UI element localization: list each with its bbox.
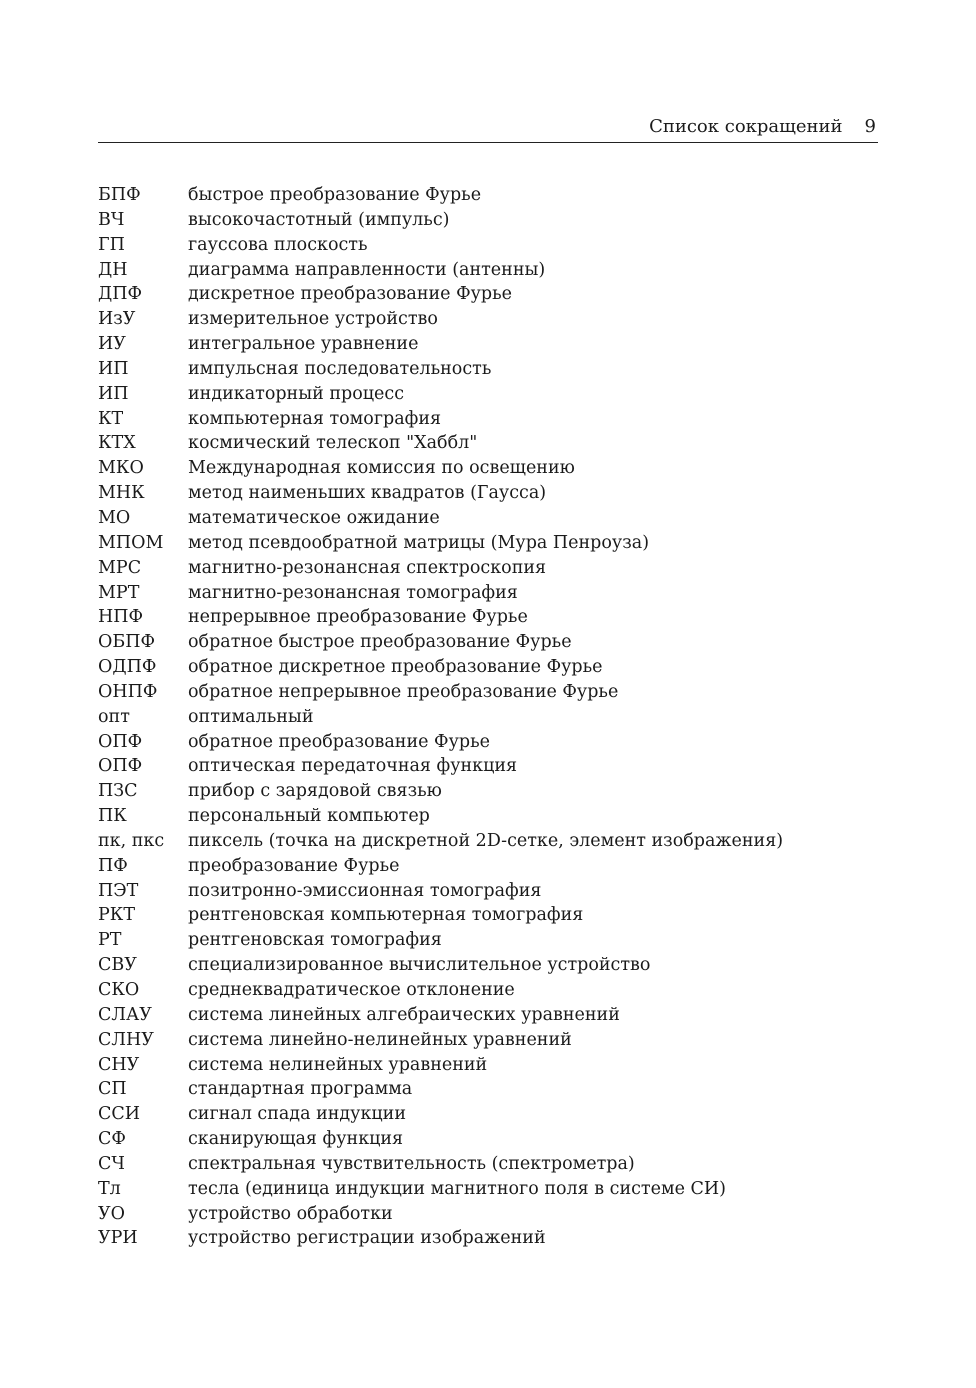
abbreviation-definition: рентгеновская компьютерная томография: [188, 905, 584, 926]
abbreviation-row: [98, 581, 878, 606]
abbreviation-definition: устройство регистрации изображений: [188, 1228, 546, 1249]
abbreviation-definition: обратное непрерывное преобразование Фурье: [188, 681, 619, 702]
abbreviation-definition: сканирующая функция: [188, 1129, 404, 1150]
abbreviation-term: ОНПФ: [98, 681, 158, 702]
abbreviation-row: [98, 804, 878, 829]
abbreviation-definition: математическое ожидание: [188, 507, 440, 528]
abbreviation-list: [98, 183, 878, 1251]
abbreviation-row: [98, 1177, 878, 1202]
abbreviation-row: [98, 879, 878, 904]
abbreviation-term: ПФ: [98, 855, 128, 876]
abbreviation-row: [98, 531, 878, 556]
abbreviation-term: СКО: [98, 980, 140, 1000]
abbreviation-row: [98, 978, 878, 1003]
abbreviation-definition: обратное преобразование Фурье: [188, 731, 490, 752]
abbreviation-definition: рентгеновская томография: [188, 930, 442, 951]
abbreviation-definition: измерительное устройство: [188, 309, 438, 330]
abbreviation-definition: устройство обработки: [188, 1203, 393, 1224]
abbreviation-definition: система линейных алгебраических уравнений: [188, 1004, 620, 1025]
abbreviation-row: [98, 903, 878, 928]
abbreviation-definition: оптимальный: [188, 706, 314, 727]
abbreviation-definition: прибор с зарядовой связью: [188, 781, 442, 802]
abbreviation-term: пк, пкс: [98, 830, 165, 851]
abbreviation-definition: система линейно-нелинейных уравнений: [188, 1029, 572, 1050]
abbreviation-term: МРС: [98, 557, 142, 578]
abbreviation-row: [98, 705, 878, 730]
abbreviation-row: [98, 754, 878, 779]
abbreviation-term: ПЭТ: [98, 880, 139, 901]
abbreviation-term: СФ: [98, 1129, 126, 1150]
abbreviation-row: [98, 680, 878, 705]
abbreviation-definition: индикаторный процесс: [188, 383, 404, 404]
running-header: [98, 116, 878, 143]
abbreviation-row: [98, 1226, 878, 1251]
abbreviation-term: РКТ: [98, 905, 135, 926]
abbreviation-definition: метод псевдообратной матрицы (Мура Пенроуза): [188, 532, 650, 553]
abbreviation-row: [98, 630, 878, 655]
abbreviation-row: [98, 1003, 878, 1028]
abbreviation-definition: компьютерная томография: [188, 408, 442, 429]
abbreviation-term: УО: [98, 1203, 125, 1224]
abbreviation-definition: метод наименьших квадратов (Гаусса): [188, 483, 547, 504]
abbreviation-row: [98, 431, 878, 456]
abbreviation-definition: непрерывное преобразование Фурье: [188, 607, 528, 628]
abbreviation-term: МРТ: [98, 582, 140, 603]
abbreviation-definition: стандартная программа: [188, 1079, 413, 1100]
abbreviation-definition: система нелинейных уравнений: [188, 1054, 488, 1075]
abbreviation-definition: Международная комиссия по освещению: [188, 458, 575, 479]
abbreviation-row: [98, 382, 878, 407]
abbreviation-row: [98, 829, 878, 854]
abbreviation-term: опт: [98, 706, 130, 727]
abbreviation-term: МПОМ: [98, 532, 164, 553]
abbreviation-term: ОДПФ: [98, 657, 157, 678]
abbreviation-row: [98, 1028, 878, 1053]
abbreviation-definition: диаграмма направленности (антенны): [188, 259, 546, 280]
abbreviation-definition: среднеквадратическое отклонение: [188, 980, 515, 1000]
abbreviation-term: СЧ: [98, 1153, 125, 1174]
abbreviation-row: [98, 928, 878, 953]
abbreviation-row: [98, 1102, 878, 1127]
abbreviation-row: [98, 282, 878, 307]
abbreviation-definition: сигнал спада индукции: [188, 1104, 406, 1125]
abbreviation-term: БПФ: [98, 185, 141, 205]
abbreviation-term: МО: [98, 507, 131, 528]
abbreviation-definition: обратное быстрое преобразование Фурье: [188, 632, 572, 653]
abbreviation-term: СНУ: [98, 1054, 140, 1075]
abbreviation-definition: гауссова плоскость: [188, 234, 368, 255]
abbreviation-definition: высокочастотный (импульс): [188, 209, 450, 230]
abbreviation-term: КТХ: [98, 433, 136, 454]
abbreviation-term: ССИ: [98, 1104, 141, 1125]
abbreviation-definition: оптическая передаточная функция: [188, 756, 518, 777]
abbreviation-definition: дискретное преобразование Фурье: [188, 284, 512, 305]
abbreviation-row: [98, 481, 878, 506]
abbreviation-term: КТ: [98, 408, 124, 429]
abbreviation-row: [98, 183, 878, 208]
abbreviation-term: ОПФ: [98, 731, 143, 752]
abbreviation-row: [98, 233, 878, 258]
abbreviation-row: [98, 506, 878, 531]
abbreviation-row: [98, 332, 878, 357]
abbreviation-term: ГП: [98, 234, 125, 255]
abbreviation-term: РТ: [98, 930, 122, 951]
abbreviation-row: [98, 456, 878, 481]
page-number: 9: [864, 116, 876, 137]
abbreviation-row: [98, 258, 878, 283]
abbreviation-row: [98, 1077, 878, 1102]
abbreviation-definition: интегральное уравнение: [188, 334, 419, 355]
abbreviation-row: [98, 655, 878, 680]
abbreviation-definition: персональный компьютер: [188, 806, 430, 827]
abbreviation-definition: позитронно-эмиссионная томография: [188, 880, 542, 901]
abbreviation-term: ДПФ: [98, 284, 143, 305]
abbreviation-row: [98, 208, 878, 233]
abbreviation-row: [98, 307, 878, 332]
abbreviation-row: [98, 1053, 878, 1078]
abbreviation-row: [98, 605, 878, 630]
abbreviation-row: [98, 779, 878, 804]
abbreviation-term: МНК: [98, 483, 145, 504]
abbreviation-term: ОПФ: [98, 756, 143, 777]
abbreviation-term: ИП: [98, 383, 129, 404]
abbreviation-term: Тл: [98, 1178, 121, 1199]
abbreviation-definition: специализированное вычислительное устройство: [188, 955, 651, 976]
abbreviation-definition: магнитно-резонансная томография: [188, 582, 518, 603]
abbreviation-definition: тесла (единица индукции магнитного поля в системе СИ): [188, 1178, 726, 1199]
abbreviation-row: [98, 556, 878, 581]
abbreviation-row: [98, 1127, 878, 1152]
abbreviation-row: [98, 407, 878, 432]
abbreviation-term: МКО: [98, 458, 144, 479]
abbreviation-definition: обратное дискретное преобразование Фурье: [188, 657, 603, 678]
abbreviation-term: НПФ: [98, 607, 144, 628]
abbreviation-row: [98, 854, 878, 879]
abbreviation-definition: спектральная чувствительность (спектрометра): [188, 1153, 635, 1174]
abbreviation-row: [98, 357, 878, 382]
abbreviation-term: ПЗС: [98, 781, 138, 802]
abbreviation-definition: пиксель (точка на дискретной 2D-сетке, элемент изображения): [188, 830, 784, 851]
abbreviation-term: УРИ: [98, 1228, 138, 1249]
abbreviation-term: СВУ: [98, 955, 137, 976]
abbreviation-term: СП: [98, 1079, 127, 1100]
abbreviation-term: СЛАУ: [98, 1004, 152, 1025]
abbreviation-row: [98, 730, 878, 755]
abbreviation-term: ОБПФ: [98, 632, 155, 653]
abbreviation-term: ИП: [98, 358, 129, 379]
abbreviation-term: ДН: [98, 259, 128, 280]
abbreviation-term: ИзУ: [98, 309, 136, 330]
abbreviation-term: ПК: [98, 806, 127, 827]
abbreviation-definition: магнитно-резонансная спектроскопия: [188, 557, 547, 578]
abbreviation-term: СЛНУ: [98, 1029, 154, 1050]
abbreviation-term: ИУ: [98, 334, 126, 355]
abbreviation-term: ВЧ: [98, 209, 125, 230]
header-title: Список сокращений: [649, 116, 843, 137]
abbreviation-definition: импульсная последовательность: [188, 358, 492, 379]
abbreviation-definition: быстрое преобразование Фурье: [188, 185, 482, 205]
abbreviation-row: [98, 1152, 878, 1177]
abbreviation-row: [98, 953, 878, 978]
abbreviation-row: [98, 1202, 878, 1227]
abbreviation-definition: преобразование Фурье: [188, 855, 400, 876]
abbreviation-definition: космический телескоп "Хаббл": [188, 433, 478, 454]
